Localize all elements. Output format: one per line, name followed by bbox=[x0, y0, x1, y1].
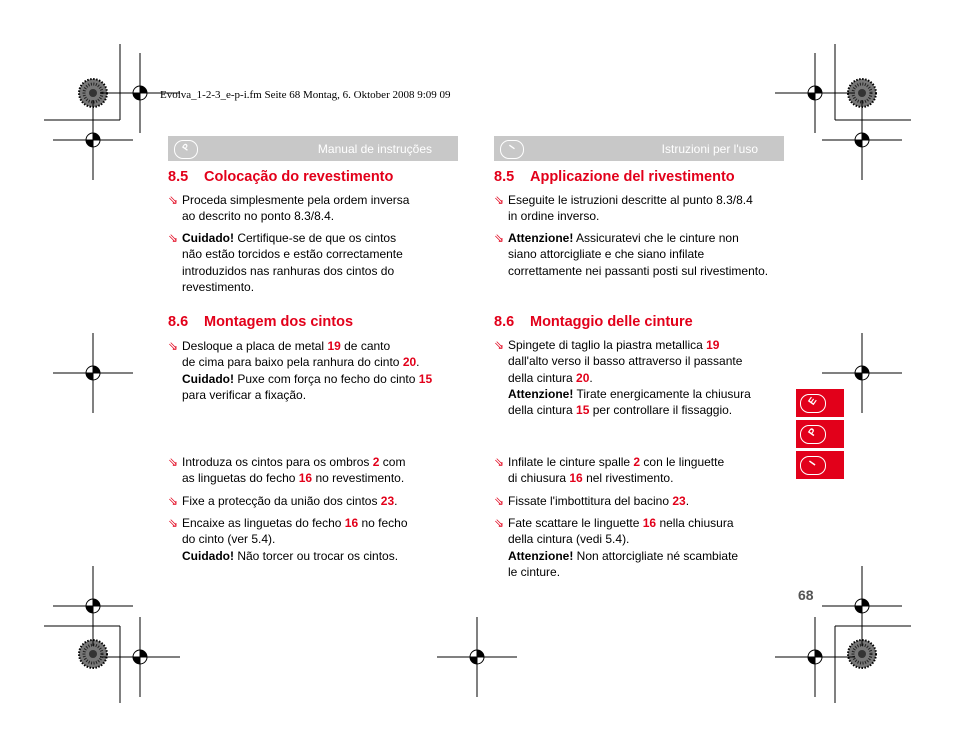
section-heading-8-5-it: 8.5 Applicazione del rivestimento bbox=[494, 169, 735, 185]
tab-label: Istruzioni per l'uso bbox=[661, 142, 758, 156]
tab-portuguese-manual bbox=[168, 136, 458, 161]
tab-label: Manual de instruções bbox=[317, 142, 432, 156]
section-heading-8-6-pt: 8.6 Montagem dos cintos bbox=[168, 314, 354, 330]
tab-italian-manual bbox=[494, 136, 784, 161]
arrow-icon: ⇘ bbox=[168, 455, 179, 469]
language-badge-p: P bbox=[174, 140, 198, 159]
instruction-item: ⇘ Proceda simplesmente pela ordem inversa ao descrito no ponto 8.3/8.4. bbox=[168, 193, 410, 224]
arrow-icon: ⇘ bbox=[494, 516, 505, 530]
instruction-item: ⇘ Introduza os cintos para os ombros 2 com as linguetas do fecho 16 no revestimento. bbox=[168, 455, 406, 486]
arrow-icon: ⇘ bbox=[168, 516, 179, 530]
section-heading-8-5-pt: 8.5 Colocação do revestimento bbox=[168, 169, 394, 185]
instruction-item: ⇘ Eseguite le istruzioni descritte al punto 8.3/8.4 in ordine inverso. bbox=[494, 193, 753, 224]
arrow-icon: ⇘ bbox=[494, 231, 505, 245]
arrow-icon: ⇘ bbox=[168, 494, 179, 508]
language-tab-i[interactable]: I bbox=[796, 451, 844, 479]
instruction-item: ⇘ Attenzione! Assicuratevi che le cinture non siano attorcigliate e che siano infilate correttamente nei passanti posti sul rivestimento. bbox=[494, 231, 769, 278]
instruction-item: ⇘ Encaixe as linguetas do fecho 16 no fecho do cinto (ver 5.4). Cuidado! Não torcer ou trocar os cintos. bbox=[168, 516, 408, 563]
arrow-icon: ⇘ bbox=[168, 231, 179, 245]
arrow-icon: ⇘ bbox=[494, 193, 505, 207]
language-tab-e[interactable]: E bbox=[796, 389, 844, 417]
instruction-item: ⇘ Spingete di taglio la piastra metallica 19 dall'alto verso il basso attraverso il passante della cintura 20. Attenzione! Tirate energicamente la chiusura della cintura 15 per controllare il fissaggio. bbox=[494, 338, 751, 418]
instruction-item: ⇘ Fixe a protecção da união dos cintos 23. bbox=[168, 494, 398, 508]
page-number: 68 bbox=[798, 587, 814, 603]
arrow-icon: ⇘ bbox=[168, 339, 179, 353]
instruction-item: ⇘ Cuidado! Certifique-se de que os cintos não estão torcidos e estão correctamente introduzidos nas ranhuras dos cintos do revestimento. bbox=[168, 231, 403, 294]
language-tab-p[interactable]: P bbox=[796, 420, 844, 448]
instruction-item: ⇘ Fissate l'imbottitura del bacino 23. bbox=[494, 494, 690, 508]
arrow-icon: ⇘ bbox=[494, 494, 505, 508]
arrow-icon: ⇘ bbox=[494, 455, 505, 469]
arrow-icon: ⇘ bbox=[168, 193, 179, 207]
instruction-item: ⇘ Infilate le cinture spalle 2 con le linguette di chiusura 16 nel rivestimento. bbox=[494, 455, 725, 486]
language-badge-i: I bbox=[500, 140, 524, 159]
instruction-item: ⇘ Fate scattare le linguette 16 nella chiusura della cintura (vedi 5.4). Attenzione! Non attorcigliate né scambiate le cinture. bbox=[494, 516, 739, 579]
instruction-item: ⇘ Desloque a placa de metal 19 de canto de cima para baixo pela ranhura do cinto 20. Cuidado! Puxe com força no fecho do cinto 15 para verificar a fixação. bbox=[168, 339, 433, 402]
arrow-icon: ⇘ bbox=[494, 338, 505, 352]
file-header: Evolva_1-2-3_e-p-i.fm Seite 68 Montag, 6. Oktober 2008 9:09 09 bbox=[160, 89, 451, 101]
section-heading-8-6-it: 8.6 Montaggio delle cinture bbox=[494, 314, 693, 330]
